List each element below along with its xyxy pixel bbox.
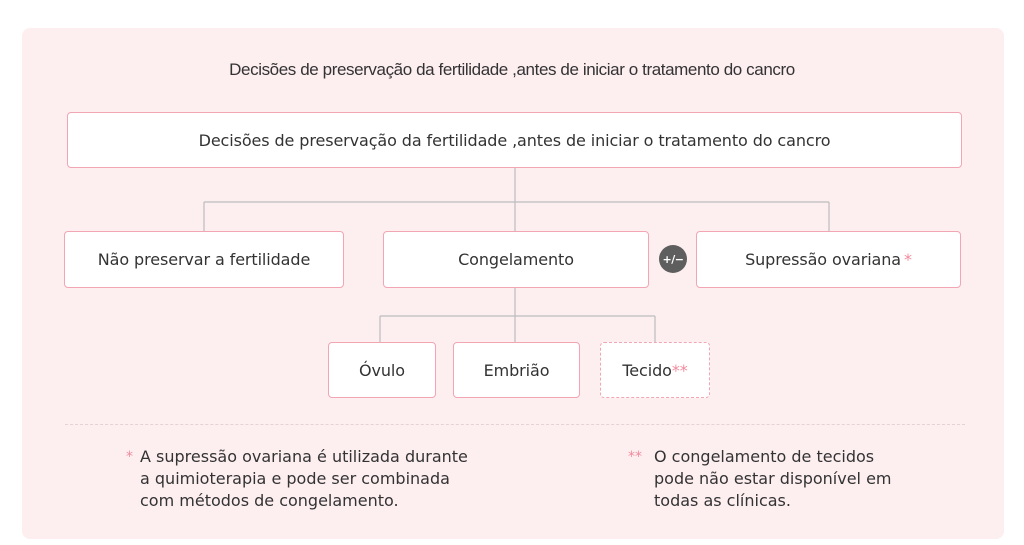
plus-minus-icon: +/− xyxy=(659,245,687,273)
footnote-tissue xyxy=(628,446,892,512)
root-decision-box xyxy=(67,112,962,168)
option-no-preserve-label: Não preservar a fertilidade xyxy=(97,250,311,269)
option-freezing-label: Congelamento xyxy=(458,250,574,269)
footnote-tissue-line: O congelamento de tecidos xyxy=(654,447,875,466)
freezing-tissue-box xyxy=(600,342,710,398)
option-freezing-box xyxy=(383,231,649,288)
footnote-tissue-line: pode não estar disponível em xyxy=(654,469,892,488)
page-title: Decisões de preservação da fertilidade ,antes de iniciar o tratamento do cancro xyxy=(229,60,795,79)
footnote-tissue-mark: ** xyxy=(628,449,642,465)
root-decision-label: Decisões de preservação da fertilidade ,antes de iniciar o tratamento do cancro xyxy=(198,130,831,150)
section-divider xyxy=(65,424,965,425)
ovarian-footnote-mark: * xyxy=(904,250,912,269)
option-ovarian-suppression-label: Supressão ovariana xyxy=(745,250,901,269)
freezing-egg-box xyxy=(328,342,436,398)
tissue-footnote-mark: ** xyxy=(671,360,688,380)
freezing-embryo-label: Embrião xyxy=(483,360,550,380)
footnote-ovarian-mark: * xyxy=(126,449,133,465)
freezing-tissue-label: Tecido xyxy=(622,360,672,380)
footnote-ovarian-line: a quimioterapia e pode ser combinada xyxy=(140,469,450,488)
footnote-ovarian xyxy=(126,446,468,512)
freezing-embryo-box xyxy=(453,342,580,398)
footnote-ovarian-line: A supressão ovariana é utilizada durante xyxy=(140,447,468,466)
option-no-preserve-box xyxy=(64,231,344,288)
freezing-egg-label: Óvulo xyxy=(359,360,405,380)
footnote-tissue-line: todas as clínicas. xyxy=(654,491,791,510)
footnote-ovarian-line: com métodos de congelamento. xyxy=(140,491,399,510)
option-ovarian-suppression-box xyxy=(696,231,961,288)
